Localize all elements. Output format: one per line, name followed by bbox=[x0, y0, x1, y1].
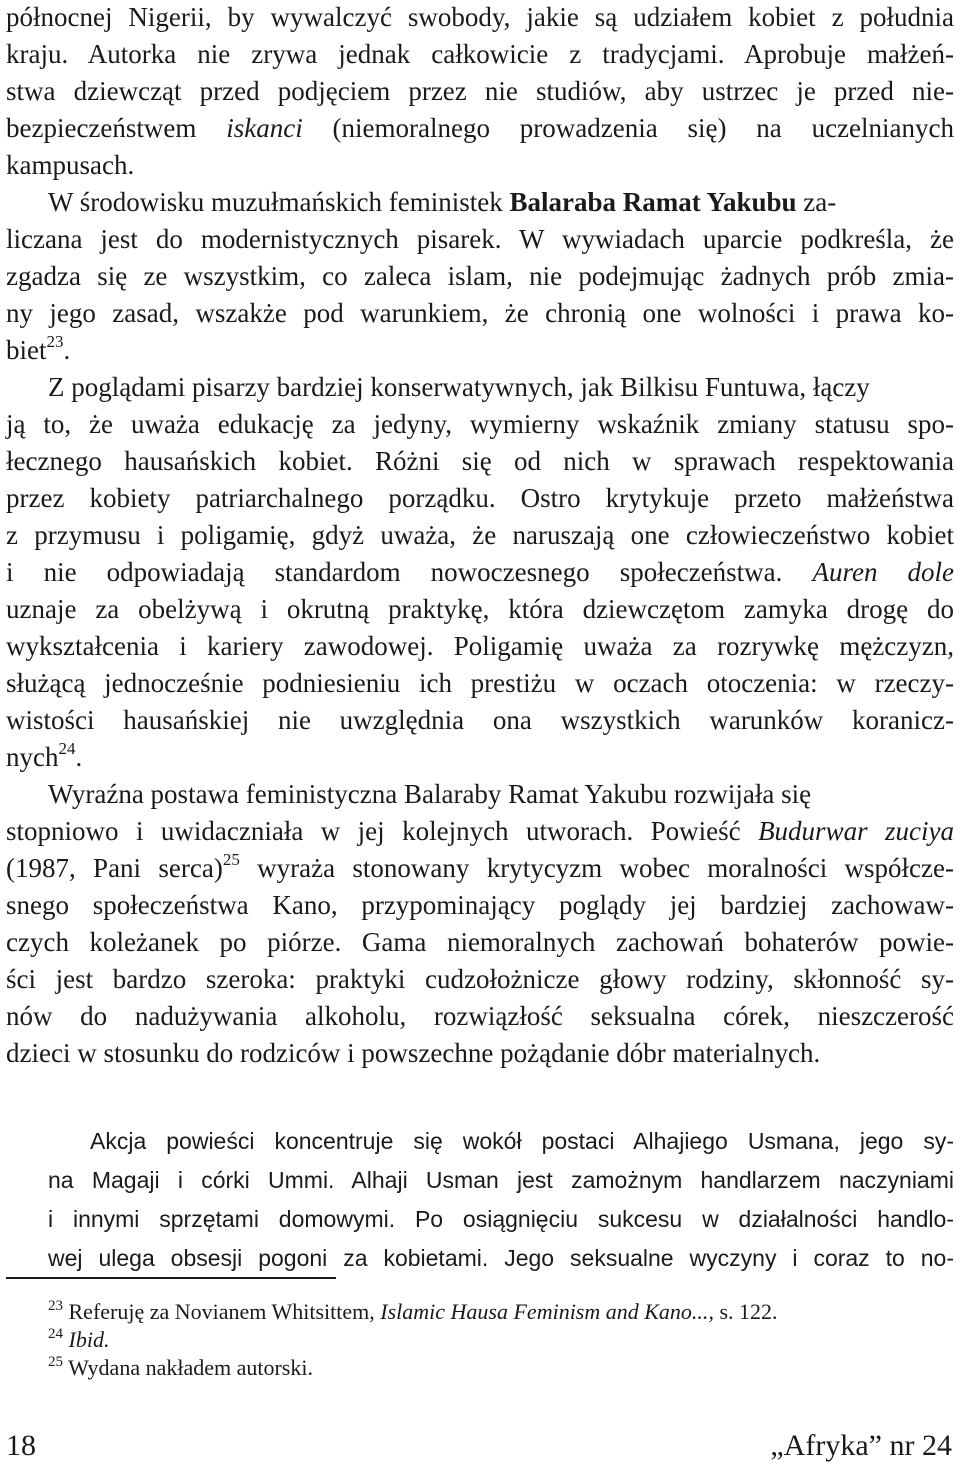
body-line: łecznego hausańskich kobiet. Różni się od nich w sprawach respektowania bbox=[6, 446, 954, 476]
body-line bbox=[6, 110, 954, 147]
journal-title: „Afryka” nr 24 bbox=[770, 1429, 952, 1462]
text-span: (1987, Pani serca) bbox=[6, 853, 223, 883]
italic-term: Auren dole bbox=[812, 557, 955, 587]
body-line: z przymusu i poligamię, gdyż uważa, że naruszają one człowieczeństwo kobiet bbox=[6, 520, 954, 550]
quote-line: i innymi sprzętami domowymi. Po osiągnięciu sukcesu w działalności handlo- bbox=[48, 1206, 954, 1232]
book-title: Budurwar zuciya bbox=[758, 816, 954, 846]
body-line: zgadza się ze wszystkim, co zaleca islam, nie podejmując żadnych prób zmia- bbox=[6, 261, 954, 291]
page-number: 18 bbox=[6, 1429, 36, 1462]
body-line: kampusach. bbox=[6, 150, 135, 180]
footnote-ref: 23 bbox=[46, 332, 64, 351]
footnote bbox=[48, 1354, 313, 1382]
footnote-number: 23 bbox=[48, 1297, 63, 1314]
text-span: i nie odpowiadają standardom nowoczesnego społeczeństwa. bbox=[6, 557, 783, 587]
body-line: wistości hausańskiej nie uwzględnia ona wszystkich warunków koranicz- bbox=[6, 705, 954, 735]
text-span: wyraża stonowany krytycyzm wobec moralności współcze- bbox=[239, 853, 954, 883]
text-span: . bbox=[75, 742, 83, 772]
footnote-title: Ibid. bbox=[68, 1327, 110, 1352]
text-span: . bbox=[63, 335, 71, 365]
body-line: północnej Nigerii, by wywalczyć swobody, jakie są udziałem kobiet z południa bbox=[6, 2, 954, 32]
footnote bbox=[48, 1326, 109, 1354]
footnote bbox=[48, 1298, 778, 1326]
text-span: bezpieczeństwem bbox=[6, 113, 197, 143]
text-span: za- bbox=[796, 187, 837, 217]
body-line bbox=[6, 332, 70, 369]
footnote-number: 25 bbox=[48, 1353, 63, 1370]
body-line: ją to, że uważa edukację za jedyny, wymierny wskaźnik zmiany statusu spo- bbox=[6, 409, 954, 439]
footnote-text: Referuję za Novianem Whitsittem, bbox=[68, 1299, 381, 1324]
quote-line: na Magaji i córki Ummi. Alhaji Usman jest zamożnym handlarzem naczyniami bbox=[48, 1167, 954, 1193]
footnote-text: , s. 122. bbox=[708, 1299, 778, 1324]
footnote-text: Wydana nakładem autorski. bbox=[68, 1355, 313, 1380]
text-span: stopniowo i uwidaczniała w jej kolejnych utworach. Powieść bbox=[6, 816, 759, 846]
text-span: biet bbox=[6, 335, 47, 365]
body-line: nów do nadużywania alkoholu, rozwiązłość seksualna córek, nieszczerość bbox=[6, 1001, 954, 1031]
author-name: Balaraba Ramat Yakubu bbox=[509, 187, 797, 217]
body-line: stwa dziewcząt przed podjęciem przez nie studiów, aby ustrzec je przed nie- bbox=[6, 76, 954, 106]
body-line: czych koleżanek po piórze. Gama niemoralnych zachowań bohaterów powie- bbox=[6, 927, 954, 957]
body-line: uznaje za obelżywą i okrutną praktykę, która dziewczętom zamyka drogę do bbox=[6, 594, 954, 624]
body-line: dzieci w stosunku do rodziców i powszechne pożądanie dóbr materialnych. bbox=[6, 1038, 821, 1068]
body-line bbox=[6, 813, 954, 850]
text-span: nych bbox=[6, 742, 59, 772]
body-line: Z poglądami pisarzy bardziej konserwatywnych, jak Bilkisu Funtuwa, łączy bbox=[48, 372, 870, 402]
footnote-ref: 25 bbox=[222, 850, 240, 869]
body-line: liczana jest do modernistycznych pisarek. W wywiadach uparcie podkreśla, że bbox=[6, 224, 954, 254]
footnote-ref: 24 bbox=[58, 739, 76, 758]
text-span: W środowisku muzułmańskich feministek bbox=[48, 187, 510, 217]
italic-term: iskanci bbox=[226, 113, 303, 143]
body-line: przez kobiety patriarchalnego porządku. Ostro krytykuje przeto małżeństwa bbox=[6, 483, 954, 513]
body-line: Wyraźna postawa feministyczna Balaraby Ramat Yakubu rozwijała się bbox=[48, 779, 812, 809]
body-line bbox=[6, 739, 82, 776]
body-line bbox=[6, 554, 954, 591]
quote-line: Akcja powieści koncentruje się wokół postaci Alhajiego Usmana, jego sy- bbox=[90, 1128, 954, 1154]
body-line: kraju. Autorka nie zrywa jednak całkowicie z tradycjami. Aprobuje małżeń- bbox=[6, 39, 954, 69]
body-line: snego społeczeństwa Kano, przypominający poglądy jej bardziej zachowaw- bbox=[6, 890, 954, 920]
body-line: ści jest bardzo szeroka: praktyki cudzołożnicze głowy rodziny, skłonność sy- bbox=[6, 964, 954, 994]
body-line bbox=[6, 850, 954, 887]
body-line: wykształcenia i kariery zawodowej. Poligamię uważa za rozrywkę mężczyzn, bbox=[6, 631, 954, 661]
footnote-number: 24 bbox=[48, 1325, 63, 1342]
body-line: ny jego zasad, wszakże pod warunkiem, że chronią one wolności i prawa ko- bbox=[6, 298, 954, 328]
footnote-title: Islamic Hausa Feminism and Kano... bbox=[380, 1299, 709, 1324]
body-line: służącą jednocześnie podniesieniu ich prestiżu w oczach otoczenia: w rzeczy- bbox=[6, 668, 954, 698]
text-span: (niemoralnego prowadzenia się) na uczelnianych bbox=[332, 113, 955, 143]
quote-line: wej ulega obsesji pogoni za kobietami. Jego seksualne wyczyny i coraz to no- bbox=[48, 1245, 954, 1271]
body-line bbox=[48, 184, 954, 221]
footnote-divider bbox=[6, 1277, 336, 1279]
